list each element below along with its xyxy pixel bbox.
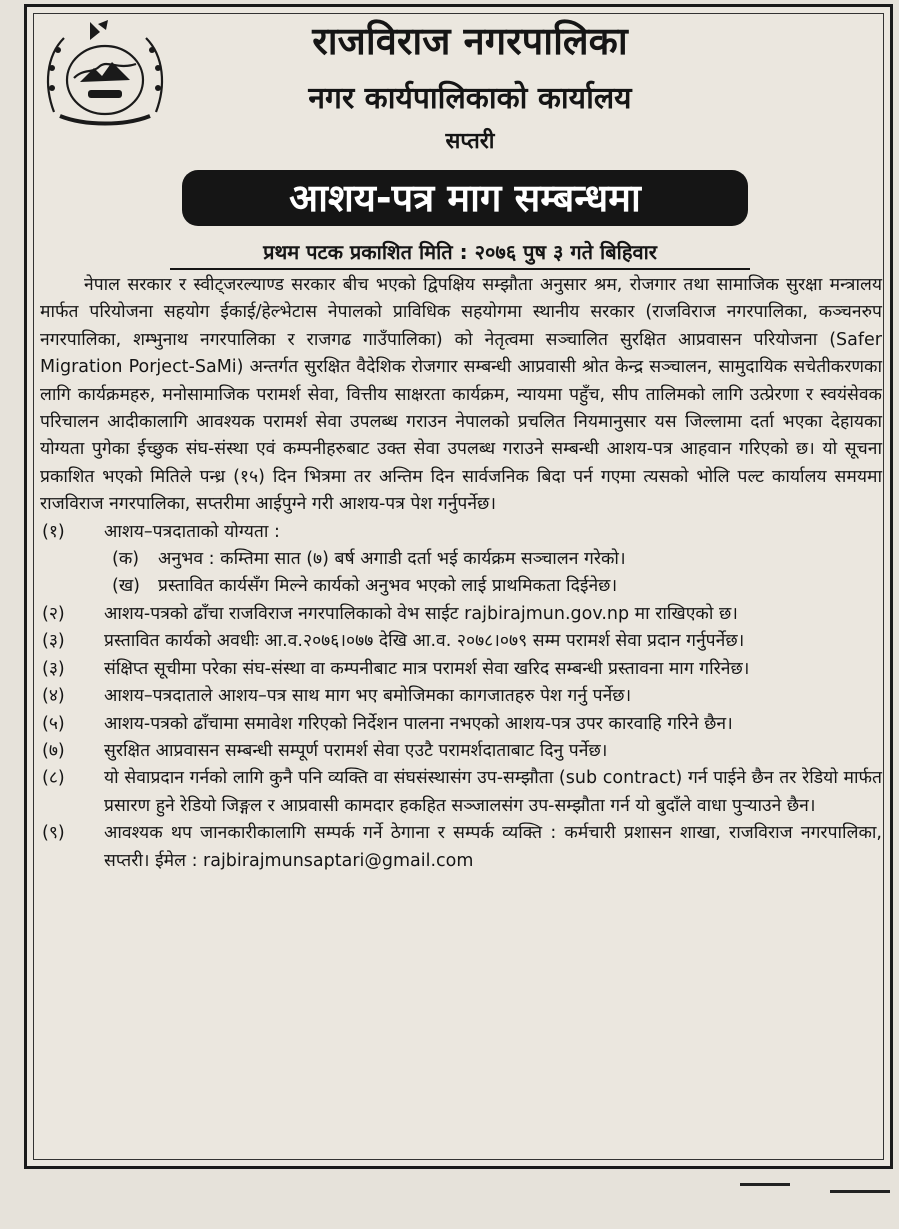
item-number: (२) <box>42 603 65 624</box>
municipality-title: राजविराज नगरपालिका <box>312 18 628 63</box>
item-number: (८) <box>42 768 65 789</box>
item-text: सुरक्षित आप्रवासन सम्बन्धी सम्पूर्ण परामर्श सेवा एउटै परामर्शदाताबाट दिनु पर्नेछ। <box>104 740 608 761</box>
list-item <box>40 820 882 875</box>
item-number: (ख) <box>112 576 140 597</box>
notice-banner: आशय-पत्र माग सम्बन्धमा <box>182 170 748 226</box>
list-item <box>40 711 882 738</box>
item-number: (५) <box>42 713 65 734</box>
sub-list-item <box>40 546 882 573</box>
item-text: आवश्यक थप जानकारीकालागि सम्पर्क गर्ने ठेगाना र सम्पर्क व्यक्ति : कर्मचारी प्रशासन शाखा, राजविराज नगरपालिका, सप्तरी। ईमेल : rajbirajmunsaptari@gmail.com <box>104 823 882 871</box>
item-text: आशय-पत्रको ढाँचामा समावेश गरिएको निर्देशन पालना नभएको आशय-पत्र उपर कारवाहि गरिने छैन। <box>104 713 733 734</box>
item-text: अनुभव : कम्तिमा सात (७) बर्ष अगाडी दर्ता भई कार्यक्रम सञ्चालन गरेको। <box>158 549 626 570</box>
notice-body <box>40 272 882 875</box>
item-text: संक्षिप्त सूचीमा परेका संघ-संस्था वा कम्पनीबाट मात्र परामर्श सेवा खरिद सम्बन्धी प्रस्तावना माग गरिनेछ। <box>104 658 750 679</box>
item-text: यो सेवाप्रदान गर्नको लागि कुनै पनि व्यक्ति वा संघसंस्थासंग उप-सम्झौता (sub contract) गर्न पाईने छैन तर रेडियो मार्फत प्रसारण हुने रेडियो जिङ्गल र आप्रवासी कामदार हकहित सञ्जालसंग उप-सम्झौता गर्न यो बुदाँले वाधा पुर्‍याउने छैन। <box>104 768 882 816</box>
item-number: (३) <box>42 631 65 652</box>
decorative-rule <box>740 1183 790 1186</box>
list-item <box>40 765 882 820</box>
decorative-rule <box>830 1190 890 1193</box>
publication-date: प्रथम पटक प्रकाशित मिति : २०७६ पुष ३ गते बिहिवार <box>170 238 750 270</box>
item-number: (९) <box>42 823 65 844</box>
nepal-emblem-icon <box>40 16 170 128</box>
list-item <box>40 683 882 710</box>
item-text: आशय–पत्रदाताको योग्यता : <box>104 521 280 542</box>
list-item <box>40 601 882 628</box>
list-item <box>40 519 882 546</box>
intro-paragraph: नेपाल सरकार र स्वीट्जरल्याण्ड सरकार बीच भएको द्विपक्षिय सम्झौता अनुसार श्रम, रोजगार तथा सामाजिक सुरक्षा मन्त्रालय मार्फत परियोजना सहयोग ईकाई/हेल्भेटास नेपालको प्राविधिक सहयोगमा स्थानीय सरकार (राजविराज नगरपालिका, कञ्चनरुप नगरपालिका, शम्भुनाथ नगरपालिका र राजगढ गाउँपालिका) को नेतृत्वमा सञ्चालित सुरक्षित आप्रवासन परियोजना (Safer Migration Porject-SaMi) अन्तर्गत सुरक्षित वैदेशिक रोजगार सम्बन्धी आप्रवासी श्रोत केन्द्र सञ्चालन, सामुदायिक सचेतीकरणका लागि कार्यक्रमहरु, मनोसामाजिक परामर्श सेवा, वित्तीय साक्षरता कार्यक्रम, न्यायमा पहुँच, सीप तालिमको लागि उत्प्रेरणा र स्वयंसेवक परिचालन आदीकालागि आवश्यक परामर्श सेवा उपलब्ध गराउन नेपालको प्रचलित नियमानुसार यस जिल्लामा दर्ता भएका देहायका योग्यता पुगेका ईच्छुक संघ-संस्था एवं कम्पनीहरुबाट उक्त सेवा उपलब्ध गराउने सम्बन्धी आशय-पत्र आहवान गरिएको छ। यो सूचना प्रकाशित भएको मितिले पन्ध्र (१५) दिन भित्रमा तर अन्तिम दिन सार्वजनिक बिदा पर्न गएमा त्यसको भोलि पल्ट कार्यालय समयमा राजविराज नगरपालिका, सप्तरीमा आईपुग्ने गरी आशय-पत्र पेश गर्नुपर्नेछ। <box>40 275 882 515</box>
item-number: (३) <box>42 658 65 679</box>
list-item <box>40 738 882 765</box>
item-text: प्रस्तावित कार्यको अवधीः आ.व.२०७६।०७७ देखि आ.व. २०७८।०७९ सम्म परामर्श सेवा प्रदान गर्नुपर्नेछ। <box>104 631 745 652</box>
list-item <box>40 656 882 683</box>
item-number: (४) <box>42 686 65 707</box>
item-number: (१) <box>42 521 65 542</box>
item-text: आशय-पत्रको ढाँचा राजविराज नगरपालिकाको वेभ साईट rajbirajmun.gov.np मा राखिएको छ। <box>104 603 738 624</box>
sub-list-item <box>40 573 882 600</box>
item-number: (क) <box>112 549 140 570</box>
item-text: आशय–पत्रदाताले आशय–पत्र साथ माग भए बमोजिमका कागजातहरु पेश गर्नु पर्नेछ। <box>104 686 632 707</box>
office-title: नगर कार्यपालिकाको कार्यालय <box>308 81 632 116</box>
list-item <box>40 628 882 655</box>
item-number: (७) <box>42 740 65 761</box>
item-text: प्रस्तावित कार्यसँग मिल्ने कार्यको अनुभव भएको लाई प्राथमिकता दिईनेछ। <box>158 576 618 597</box>
district-title: सप्तरी <box>445 128 495 154</box>
